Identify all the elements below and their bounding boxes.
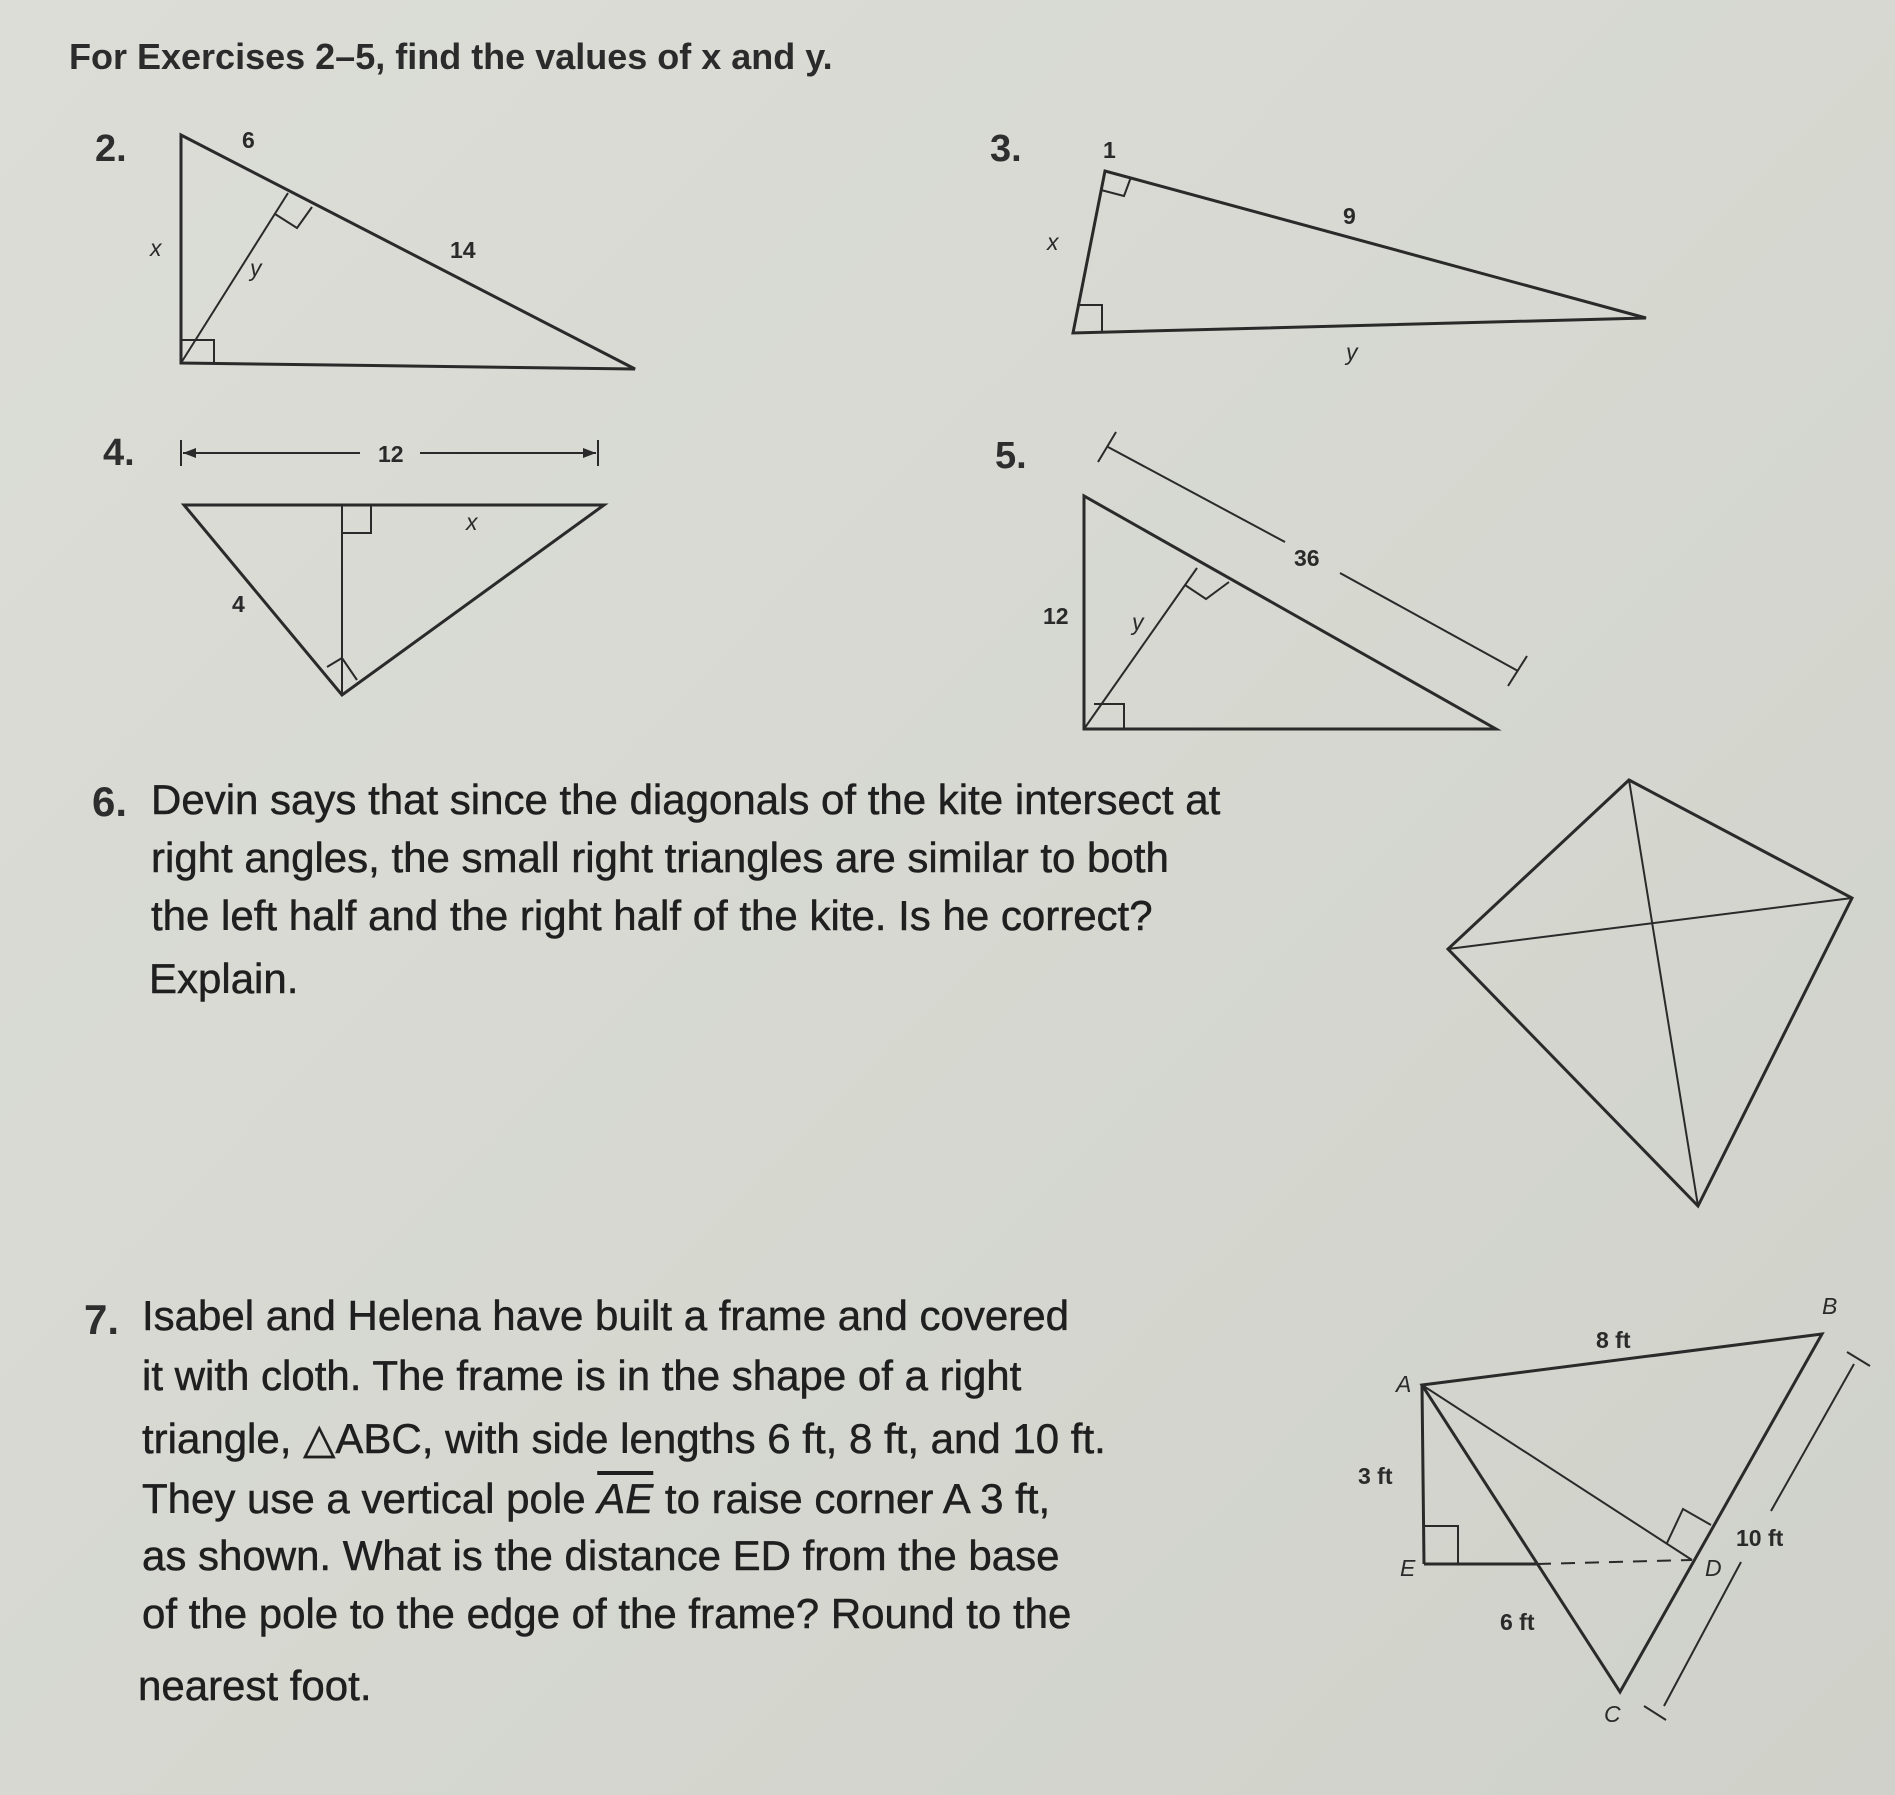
- ex6-line: Devin says that since the diagonals of the kite intersect at: [151, 776, 1221, 823]
- exercise-number-5: 5.: [995, 435, 1027, 477]
- ex6-line: right angles, the small right triangles are similar to both: [151, 834, 1169, 881]
- exercise-number-2: 2.: [95, 128, 127, 170]
- segment-ad: [1422, 1385, 1692, 1560]
- ex3-figure: [1046, 137, 1646, 365]
- ex3-triangle: [1073, 171, 1646, 333]
- ex7-line: it with cloth. The frame is in the shape of a right: [142, 1352, 1022, 1399]
- right-angle-mark: [1101, 177, 1131, 196]
- ex3-label-9: 9: [1343, 203, 1356, 229]
- right-angle-mark: [1077, 305, 1102, 332]
- ex5-label-36: 36: [1294, 545, 1320, 571]
- ex5-label-y: y: [1132, 609, 1144, 635]
- ex3-label-x: x: [1047, 229, 1059, 255]
- label-c: C: [1604, 1701, 1621, 1727]
- right-angle-mark: [275, 207, 312, 228]
- segment-ed: [1537, 1560, 1692, 1564]
- right-angle-mark: [1424, 1526, 1458, 1564]
- ex4-label-12: 12: [378, 441, 404, 467]
- kite: [1448, 780, 1852, 1206]
- ex3-label-1: 1: [1103, 137, 1116, 163]
- label-10ft: 10 ft: [1736, 1525, 1784, 1551]
- ex7-line: of the pole to the edge of the frame? Round to the: [142, 1590, 1072, 1637]
- label-6ft: 6 ft: [1500, 1609, 1535, 1635]
- ex2-label-14: 14: [450, 237, 476, 263]
- label-d: D: [1705, 1555, 1722, 1581]
- label-3ft: 3 ft: [1358, 1463, 1393, 1489]
- segment-ae: $\overline{AE}$: [597, 1475, 654, 1522]
- ex7-line: as shown. What is the distance ED from the base: [142, 1532, 1060, 1579]
- ex4-label-x: x: [466, 509, 478, 535]
- triangle-abc: [1422, 1334, 1822, 1692]
- ex2-altitude: [181, 193, 288, 363]
- ex5-figure: [1043, 432, 1527, 729]
- ex2-label-6: 6: [242, 127, 255, 153]
- kite-figure: [1448, 780, 1852, 1206]
- ex3-label-y: y: [1346, 339, 1358, 365]
- right-angle-mark: [181, 340, 214, 364]
- exercise-number-7: 7.: [84, 1296, 120, 1343]
- ex5-triangle: [1084, 496, 1496, 729]
- ex7-line-part: They use a vertical pole: [142, 1475, 598, 1522]
- label-b: B: [1822, 1293, 1838, 1319]
- ex6-line: Explain.: [149, 955, 299, 1002]
- ex7-line: triangle, △ABC, with side lengths 6 ft, 8 ft, and 10 ft.: [142, 1415, 1106, 1462]
- ex2-label-y: y: [250, 255, 262, 281]
- label-8ft: 8 ft: [1596, 1327, 1631, 1353]
- ex4-label-4: 4: [232, 591, 245, 617]
- ex2-triangle: [181, 135, 635, 369]
- frame-figure: [1358, 1293, 1870, 1727]
- dimension-line: [1108, 447, 1285, 542]
- right-angle-mark: [1667, 1509, 1711, 1543]
- label-a: A: [1396, 1371, 1412, 1397]
- ex2-label-x: x: [150, 235, 162, 261]
- right-angle-mark: [1185, 582, 1229, 599]
- ex5-label-12: 12: [1043, 603, 1069, 629]
- ex4-figure: [181, 440, 604, 695]
- dimension-line: [1664, 1562, 1741, 1706]
- label-e: E: [1400, 1555, 1416, 1581]
- page-title: For Exercises 2–5, find the values of x and y.: [69, 36, 833, 77]
- exercise-number-6: 6.: [92, 778, 128, 825]
- ex7-line: Isabel and Helena have built a frame and covered: [142, 1292, 1069, 1339]
- ex2-figure: [149, 127, 635, 369]
- ex6-line: the left half and the right half of the kite. Is he correct?: [151, 892, 1153, 939]
- exercise-number-4: 4.: [103, 432, 135, 474]
- exercise-number-3: 3.: [990, 128, 1022, 170]
- ex7-line: nearest foot.: [138, 1662, 372, 1709]
- ex7-line-part: to raise corner A 3 ft,: [653, 1475, 1051, 1522]
- right-angle-mark: [342, 505, 371, 533]
- ex4-triangle: [184, 505, 604, 695]
- dimension-line: [1771, 1364, 1854, 1511]
- kite-diagonal: [1629, 780, 1698, 1206]
- pole-ae: [1422, 1385, 1424, 1564]
